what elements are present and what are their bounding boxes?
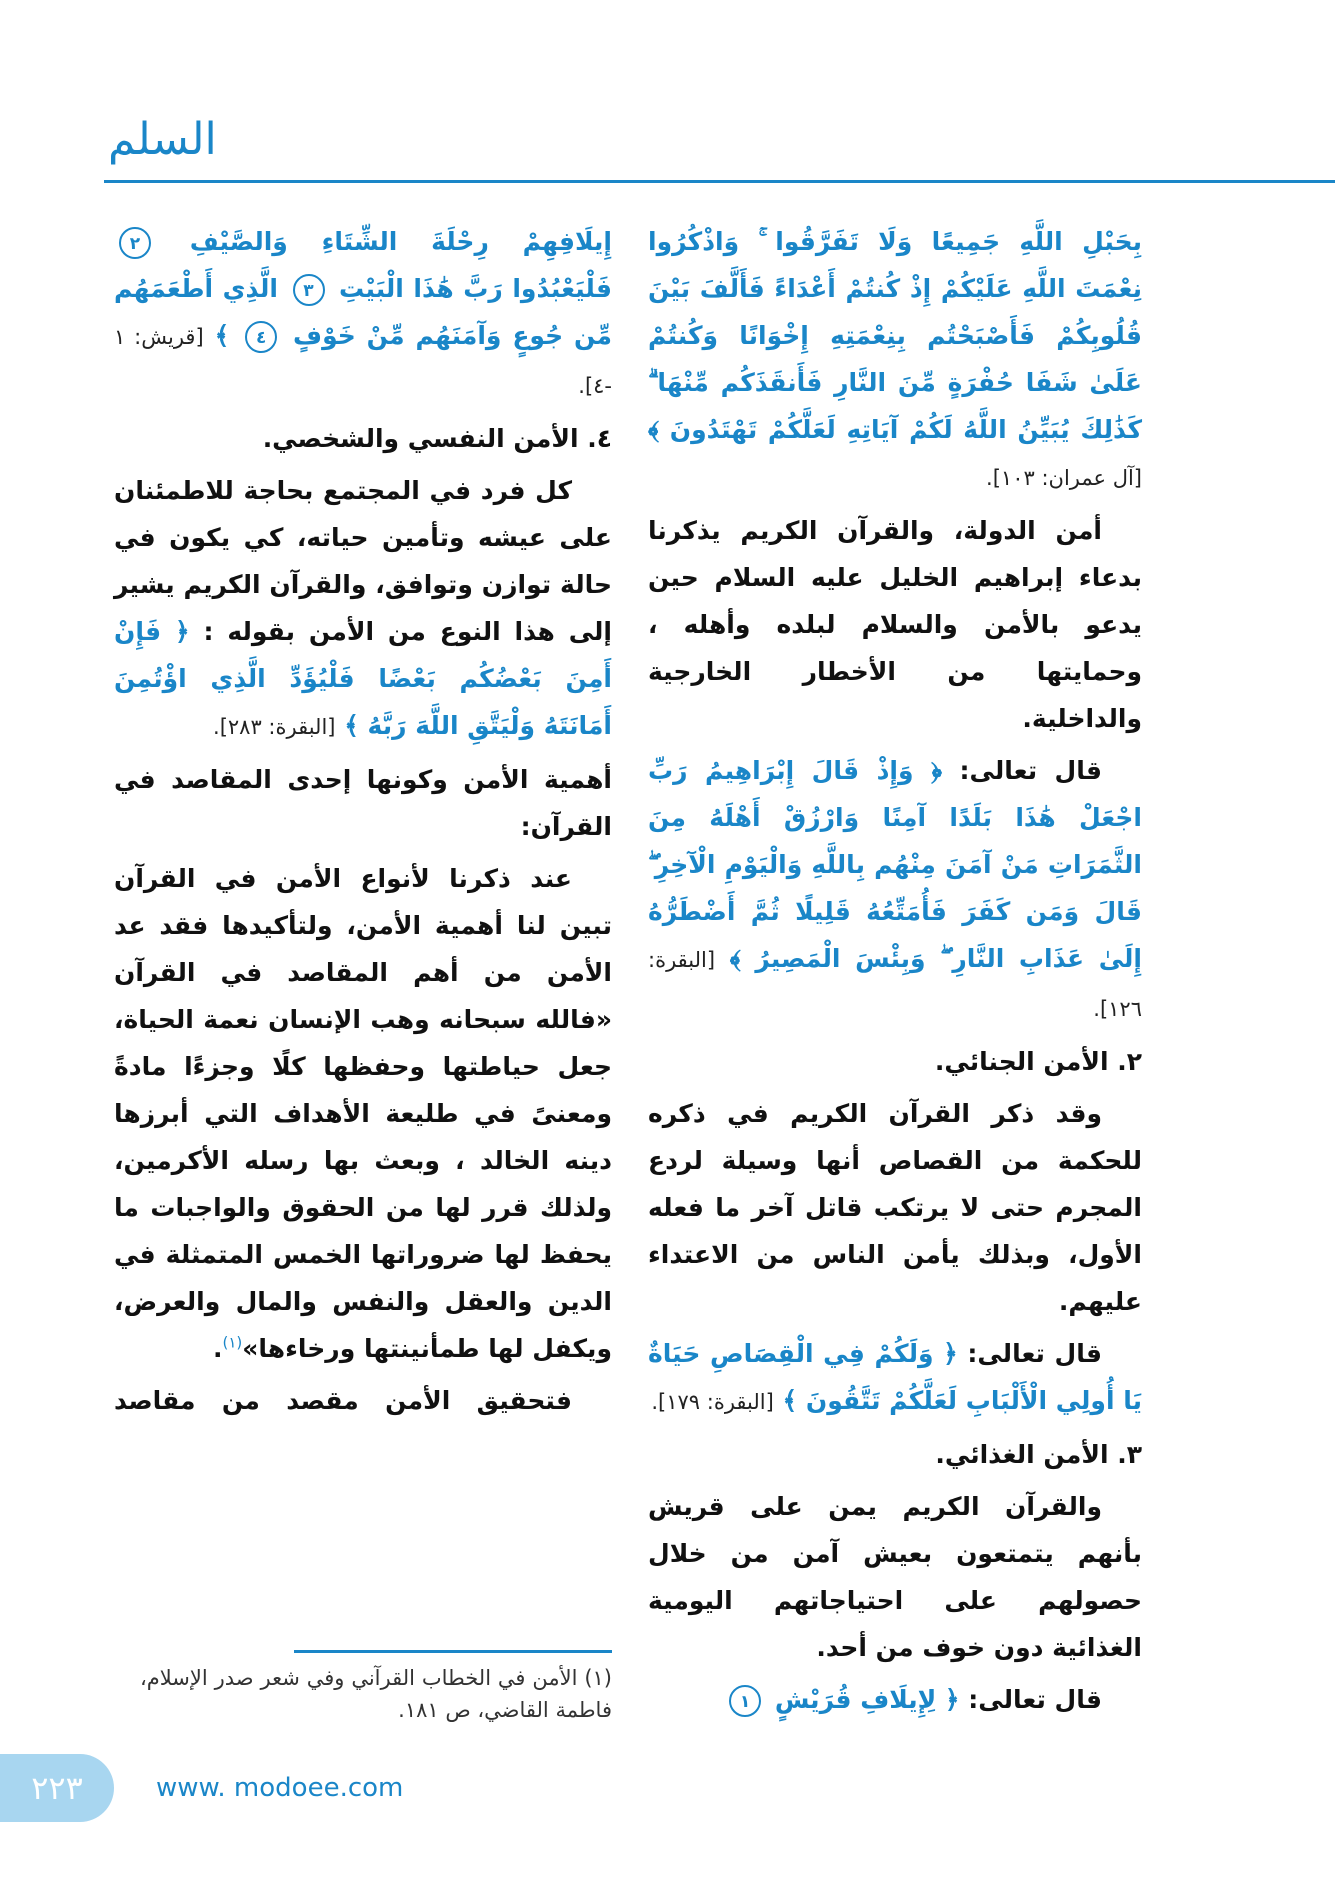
quran-verse-text: بِحَبْلِ اللَّهِ جَمِيعًا وَلَا تَفَرَّقُوا ۚ وَاذْكُرُوا نِعْمَتَ اللَّهِ عَلَيْكُمْ إِذْ كُنتُمْ أَعْدَاءً فَأَلَّفَ بَيْنَ قُلُوبِكُمْ فَأَصْبَحْتُم بِنِعْمَتِهِ إِخْوَانًا وَكُنتُمْ عَلَىٰ شَفَا حُفْرَةٍ مِّنَ النَّارِ فَأَنقَذَكُم مِّنْهَا ۗ كَذَٰلِكَ يُبَيِّنُ اللَّهُ لَكُمْ آيَاتِهِ لَعَلَّكُمْ تَهْتَدُونَ ﴾ [648, 227, 1142, 444]
paragraph-importance [114, 855, 612, 1372]
verse-block-quraysh-continued [114, 218, 612, 410]
paragraph-text: عند ذكرنا لأنواع الأمن في القرآن تبين لنا أهمية الأمن، ولتأكيدها فقد عد الأمن من أهم المقاصد في القرآن «فالله سبحانه وهب الإنسان نعمة الحياة، جعل حياطتها وحفظها كلًا وجزءًا مادةً ومعنىً في طليعة الأهداف التي أبرزها دينه الخالد ، وبعث بها رسله الأكرمين، ولذلك قرر لها من الحقوق والواجبات ما يحفظ لها ضروراتها الخمس المتمثلة في الدين والعقل والنفس والمال والعرض، ويكفل لها طمأنينتها ورخاءها» [114, 864, 612, 1363]
header-rule [104, 180, 1335, 183]
verse-citation: [آل عمران: ١٠٣]. [986, 466, 1142, 490]
verse-intro: قال تعالى: [942, 756, 1103, 785]
ayah-number-marker: ٢ [119, 227, 151, 259]
quran-verse-text: ﴿ لِإِيلَافِ قُرَيْشٍ [774, 1685, 960, 1714]
verse-citation: [البقرة: ١٧٩]. [651, 1390, 774, 1414]
quran-verse-text: الَّذِي أَطْعَمَهُم مِّن جُوعٍ وَآمَنَهُم مِّنْ خَوْفٍ [114, 274, 612, 350]
footnote-reference: (١) [222, 1333, 243, 1352]
paragraph-text: كل فرد في المجتمع بحاجة للاطمئنان على عيشه وتأمين حياته، كي يكون في حالة توازن وتوافق، والقرآن الكريم يشير إلى هذا النوع من الأمن بقوله : [114, 476, 612, 646]
quran-verse-text: فَلْيَعْبُدُوا رَبَّ هَٰذَا الْبَيْتِ [339, 274, 612, 303]
verse-closing-bracket: ﴾ [214, 321, 230, 350]
page-number-badge: ٢٢٣ [0, 1754, 114, 1822]
right-column [648, 218, 1142, 1728]
paragraph-continues-next-page: فتحقيق الأمن مقصد من مقاصد [114, 1386, 572, 1415]
verse-block-qisas [648, 1330, 1142, 1426]
verse-citation: [قريش: ١ -٤]. [114, 325, 612, 398]
left-column [114, 218, 612, 1429]
running-header-title: السلم [108, 114, 217, 165]
ayah-number-marker: ١ [729, 1685, 761, 1717]
section-heading-food-security: ٣. الأمن الغذائي. [935, 1440, 1142, 1469]
paragraph-end-punctuation: . [212, 1334, 223, 1363]
quran-verse-text: ﴿ فَإِنْ أَمِنَ بَعْضُكُم بَعْضًا فَلْيُؤَدِّ الَّذِي اؤْتُمِنَ أَمَانَتَهُ وَلْيَتَّقِ اللَّهَ رَبَّهُ ﴾ [114, 617, 612, 740]
verse-intro: قال تعالى: [959, 1685, 1102, 1714]
footnote-separator [294, 1650, 612, 1653]
ayah-number-marker: ٤ [245, 321, 277, 353]
paragraph-psychological-security [114, 467, 612, 751]
paragraph-criminal-security: وقد ذكر القرآن الكريم في ذكره للحكمة من القصاص أنها وسيلة لردع المجرم حتى لا يرتكب قاتل آخر ما فعله الأول، وبذلك يأمن الناس من الاعتداء عليهم. [648, 1099, 1142, 1316]
section-heading-criminal-security: ٢. الأمن الجنائي. [934, 1047, 1142, 1076]
section-heading-importance: أهمية الأمن وكونها إحدى المقاصد في القرآن: [114, 765, 612, 841]
footnote-text: (١) الأمن في الخطاب القرآني وفي شعر صدر الإسلام، فاطمة القاضي، ص ١٨١. [140, 1666, 612, 1722]
verse-block-al-imran [648, 218, 1142, 502]
quran-verse-text: ﴿ وَلَكُمْ فِي الْقِصَاصِ حَيَاةٌ يَا أُولِي الْأَلْبَابِ لَعَلَّكُمْ تَتَّقُونَ ﴾ [648, 1339, 1142, 1415]
verse-citation: [البقرة: ٢٨٣]. [213, 715, 336, 739]
footer-website: www. modoee.com [156, 1773, 404, 1803]
verse-block-ibrahim [648, 747, 1142, 1033]
verse-intro: قال تعالى: [957, 1339, 1103, 1368]
ayah-number-marker: ٣ [293, 274, 325, 306]
verse-citation: [البقرة: ١٢٦]. [648, 948, 1142, 1021]
paragraph-state-security: أمن الدولة، والقرآن الكريم يذكرنا بدعاء إبراهيم الخليل عليه السلام حين يدعو بالأمن والسلام لبلده وأهله ، وحمايتها من الأخطار الخارجية والداخلية. [648, 516, 1142, 733]
quran-verse-text: ﴿ وَإِذْ قَالَ إِبْرَاهِيمُ رَبِّ اجْعَلْ هَٰذَا بَلَدًا آمِنًا وَارْزُقْ أَهْلَهُ مِنَ الثَّمَرَاتِ مَنْ آمَنَ مِنْهُم بِاللَّهِ وَالْيَوْمِ الْآخِرِ ۖ قَالَ وَمَن كَفَرَ فَأُمَتِّعُهُ قَلِيلًا ثُمَّ أَضْطَرُّهُ إِلَىٰ عَذَابِ النَّارِ ۖ وَبِئْسَ الْمَصِيرُ ﴾ [648, 756, 1142, 973]
paragraph-food-security: والقرآن الكريم يمن على قريش بأنهم يتمتعون بعيش آمن من خلال حصولهم على احتياجاتهم اليومية الغذائية دون خوف من أحد. [648, 1492, 1142, 1662]
verse-block-quraysh-start [648, 1676, 1142, 1723]
section-heading-psychological-security: ٤. الأمن النفسي والشخصي. [262, 424, 612, 453]
quran-verse-text: إِيلَافِهِمْ رِحْلَةَ الشِّتَاءِ وَالصَّيْفِ [189, 227, 612, 256]
